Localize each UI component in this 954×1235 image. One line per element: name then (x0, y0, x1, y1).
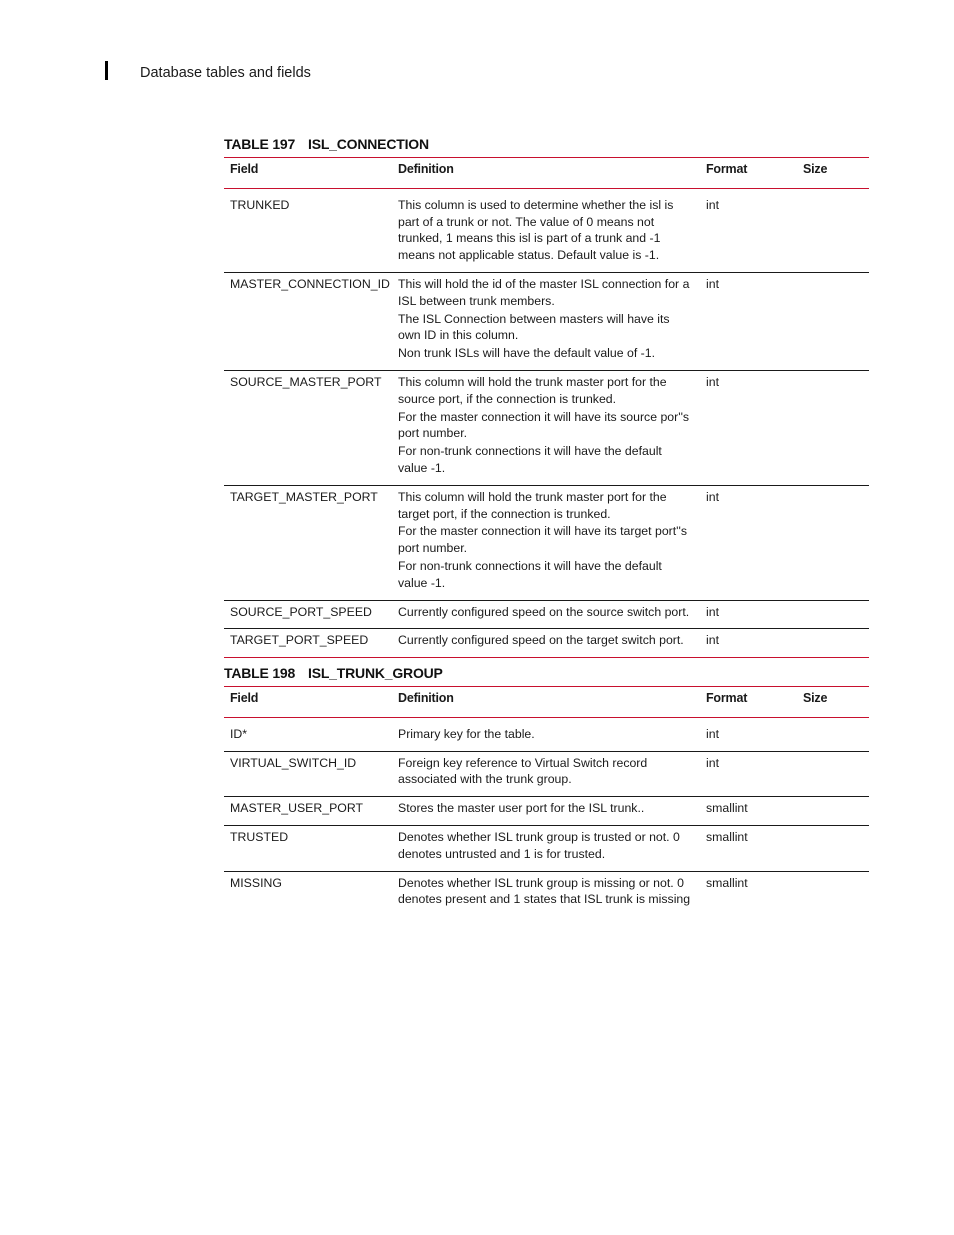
field-format: smallint (706, 801, 748, 816)
table-row (224, 871, 869, 916)
field-format: int (706, 633, 719, 648)
field-definition (392, 272, 700, 370)
field-name: SOURCE_PORT_SPEED (230, 604, 372, 619)
table-198-title: ISL_TRUNK_GROUP (308, 665, 443, 681)
field-definition (392, 797, 700, 826)
definition-text: This column will hold the trunk master port for the target port, if the connection is trunked. (398, 489, 667, 521)
field-definition (392, 629, 700, 658)
field-size (797, 188, 869, 272)
field-definition (392, 370, 700, 485)
column-header-format: Format (706, 691, 748, 705)
definition-text: For non-trunk connections it will have the default value -1. (398, 558, 662, 590)
column-header-size: Size (803, 691, 828, 705)
definition-text: This column will hold the trunk master port for the source port, if the connection is trunked. (398, 374, 667, 406)
table-row (224, 272, 869, 370)
table-row (224, 370, 869, 485)
field-size (797, 629, 869, 658)
isl-connection-table (224, 157, 869, 658)
field-size (797, 825, 869, 871)
table-198-number: TABLE 198 (224, 665, 296, 681)
field-name: MASTER_CONNECTION_ID (230, 276, 390, 291)
field-name: TRUNKED (230, 197, 290, 212)
table-header-row (224, 158, 869, 189)
column-header-field: Field (230, 691, 259, 705)
definition-text: Foreign key reference to Virtual Switch record associated with the trunk group. (398, 755, 648, 787)
definition-text: The ISL Connection between masters will have its own ID in this column. (398, 311, 670, 343)
field-size (797, 797, 869, 826)
definition-text: For the master connection it will have its source por''s port number. (398, 409, 690, 441)
table-197-caption (224, 136, 429, 152)
field-name: SOURCE_MASTER_PORT (230, 374, 382, 389)
table-198-caption (224, 665, 443, 681)
field-definition (392, 751, 700, 797)
field-size (797, 370, 869, 485)
field-name: MASTER_USER_PORT (230, 801, 364, 816)
field-name: TRUSTED (230, 829, 289, 844)
definition-text: Denotes whether ISL trunk group is trusted or not. 0 denotes untrusted and 1 is for trusted. (398, 829, 680, 861)
field-format: int (706, 726, 719, 741)
table-197-title: ISL_CONNECTION (308, 136, 429, 152)
column-header-definition: Definition (398, 691, 454, 705)
running-header: Database tables and fields (140, 65, 311, 81)
field-size (797, 871, 869, 916)
definition-text: Non trunk ISLs will have the default value of -1. (398, 346, 656, 361)
table-row (224, 717, 869, 751)
table-row (224, 629, 869, 658)
definition-text: Currently configured speed on the target switch port. (398, 633, 684, 648)
isl-trunk-group-table (224, 686, 869, 916)
table-row (224, 797, 869, 826)
field-definition (392, 188, 700, 272)
column-header-definition: Definition (398, 162, 454, 176)
table-row (224, 825, 869, 871)
definition-text: For the master connection it will have its target port''s port number. (398, 524, 688, 556)
field-definition (392, 871, 700, 916)
definition-text: Currently configured speed on the source switch port. (398, 604, 690, 619)
field-definition (392, 600, 700, 629)
definition-text: This column is used to determine whether the isl is part of a trunk or not. The value of 0 means not trunked, 1 means this isl is part of a trunk and -1 means not applicable status. Default value is -1. (398, 197, 674, 263)
definition-text: Primary key for the table. (398, 726, 535, 741)
field-name: MISSING (230, 875, 282, 890)
field-format: int (706, 604, 719, 619)
definition-text: Stores the master user port for the ISL trunk.. (398, 801, 645, 816)
field-size (797, 485, 869, 600)
field-size (797, 600, 869, 629)
field-size (797, 272, 869, 370)
table-197-number: TABLE 197 (224, 136, 296, 152)
field-format: int (706, 755, 719, 770)
field-size (797, 751, 869, 797)
table-row (224, 600, 869, 629)
column-header-size: Size (803, 162, 828, 176)
table-row (224, 751, 869, 797)
field-format: int (706, 197, 719, 212)
column-header-field: Field (230, 162, 259, 176)
field-format: int (706, 374, 719, 389)
column-header-format: Format (706, 162, 748, 176)
table-row (224, 188, 869, 272)
field-definition (392, 485, 700, 600)
field-name: TARGET_PORT_SPEED (230, 633, 369, 648)
field-name: TARGET_MASTER_PORT (230, 489, 378, 504)
table-header-row (224, 687, 869, 718)
field-format: int (706, 276, 719, 291)
field-format: smallint (706, 875, 748, 890)
field-definition (392, 717, 700, 751)
field-definition (392, 825, 700, 871)
table-row (224, 485, 869, 600)
field-name: ID* (230, 726, 248, 741)
definition-text: This will hold the id of the master ISL connection for a ISL between trunk members. (398, 276, 690, 308)
field-format: smallint (706, 829, 748, 844)
definition-text: For non-trunk connections it will have the default value -1. (398, 444, 662, 475)
field-size (797, 717, 869, 751)
margin-change-bar (105, 61, 108, 80)
field-name: VIRTUAL_SWITCH_ID (230, 755, 357, 770)
field-format: int (706, 489, 719, 504)
definition-text: Denotes whether ISL trunk group is missing or not. 0 denotes present and 1 states that ISL trunk is missing (398, 875, 691, 907)
